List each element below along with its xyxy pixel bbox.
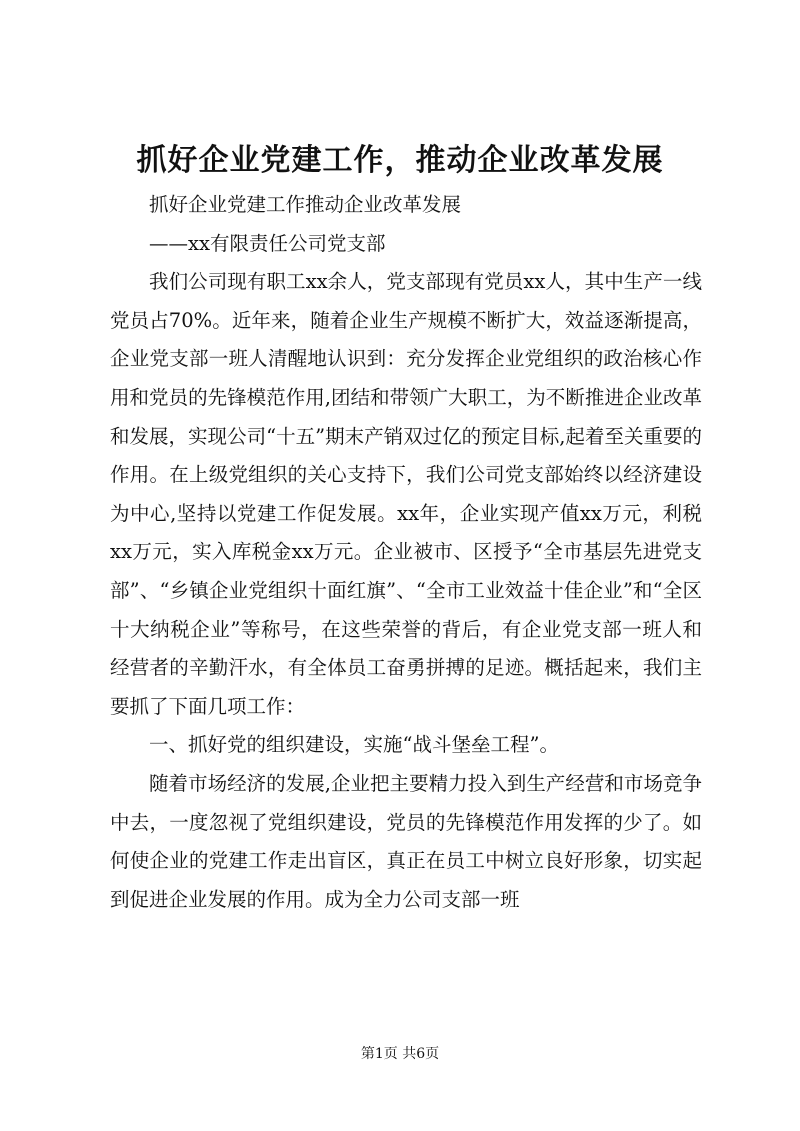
body-paragraph: 随着市场经济的发展,企业把主要精力投入到生产经营和市场竞争中去，一度忽视了党组织建设，党员的先锋模范作用发挥的少了。如何使企业的党建工作走出盲区，真正在员工中树立良好形象，切实起到促进企业发展的作用。成为全力公司支部一班 <box>110 771 702 911</box>
body-paragraph: 我们公司现有职工xx余人，党支部现有党员xx人，其中生产一线党员占70%。近年来，随着企业生产规模不断扩大，效益逐渐提高，企业党支部一班人清醒地认识到：充分发挥企业党组织的政治核心作用和党员的先锋模范作用,团结和带领广大职工，为不断推进企业改革和发展，实现公司“十五”期末产销双过亿的预定目标,起着至关重要的作用。在上级党组织的关心支持下，我们公司党支部始终以经济建设为中心,坚持以党建工作促发展。xx年，企业实现产值xx万元，利税xx万元，实入库税金xx万元。企业被市、区授予“全市基层先进党支部”、“乡镇企业党组织十面红旗”、“全市工业效益十佳企业”和“全区十大纳税企业”等称号，在这些荣誉的背后，有企业党支部一班人和经营者的辛勤汗水，有全体员工奋勇拼搏的足迹。概括起来，我们主要抓了下面几项工作： <box>110 270 702 718</box>
page-footer: 第1页 共6页 <box>360 1046 440 1062</box>
subtitle-paragraph: 抓好企业党建工作推动企业改革发展 <box>149 193 462 216</box>
document-title: 抓好企业党建工作，推动企业改革发展 <box>136 143 664 178</box>
section-heading: 一、抓好党的组织建设，实施“战斗堡垒工程”。 <box>149 733 559 757</box>
document-body <box>110 186 702 919</box>
author-paragraph: ——xx有限责任公司党支部 <box>149 231 386 255</box>
